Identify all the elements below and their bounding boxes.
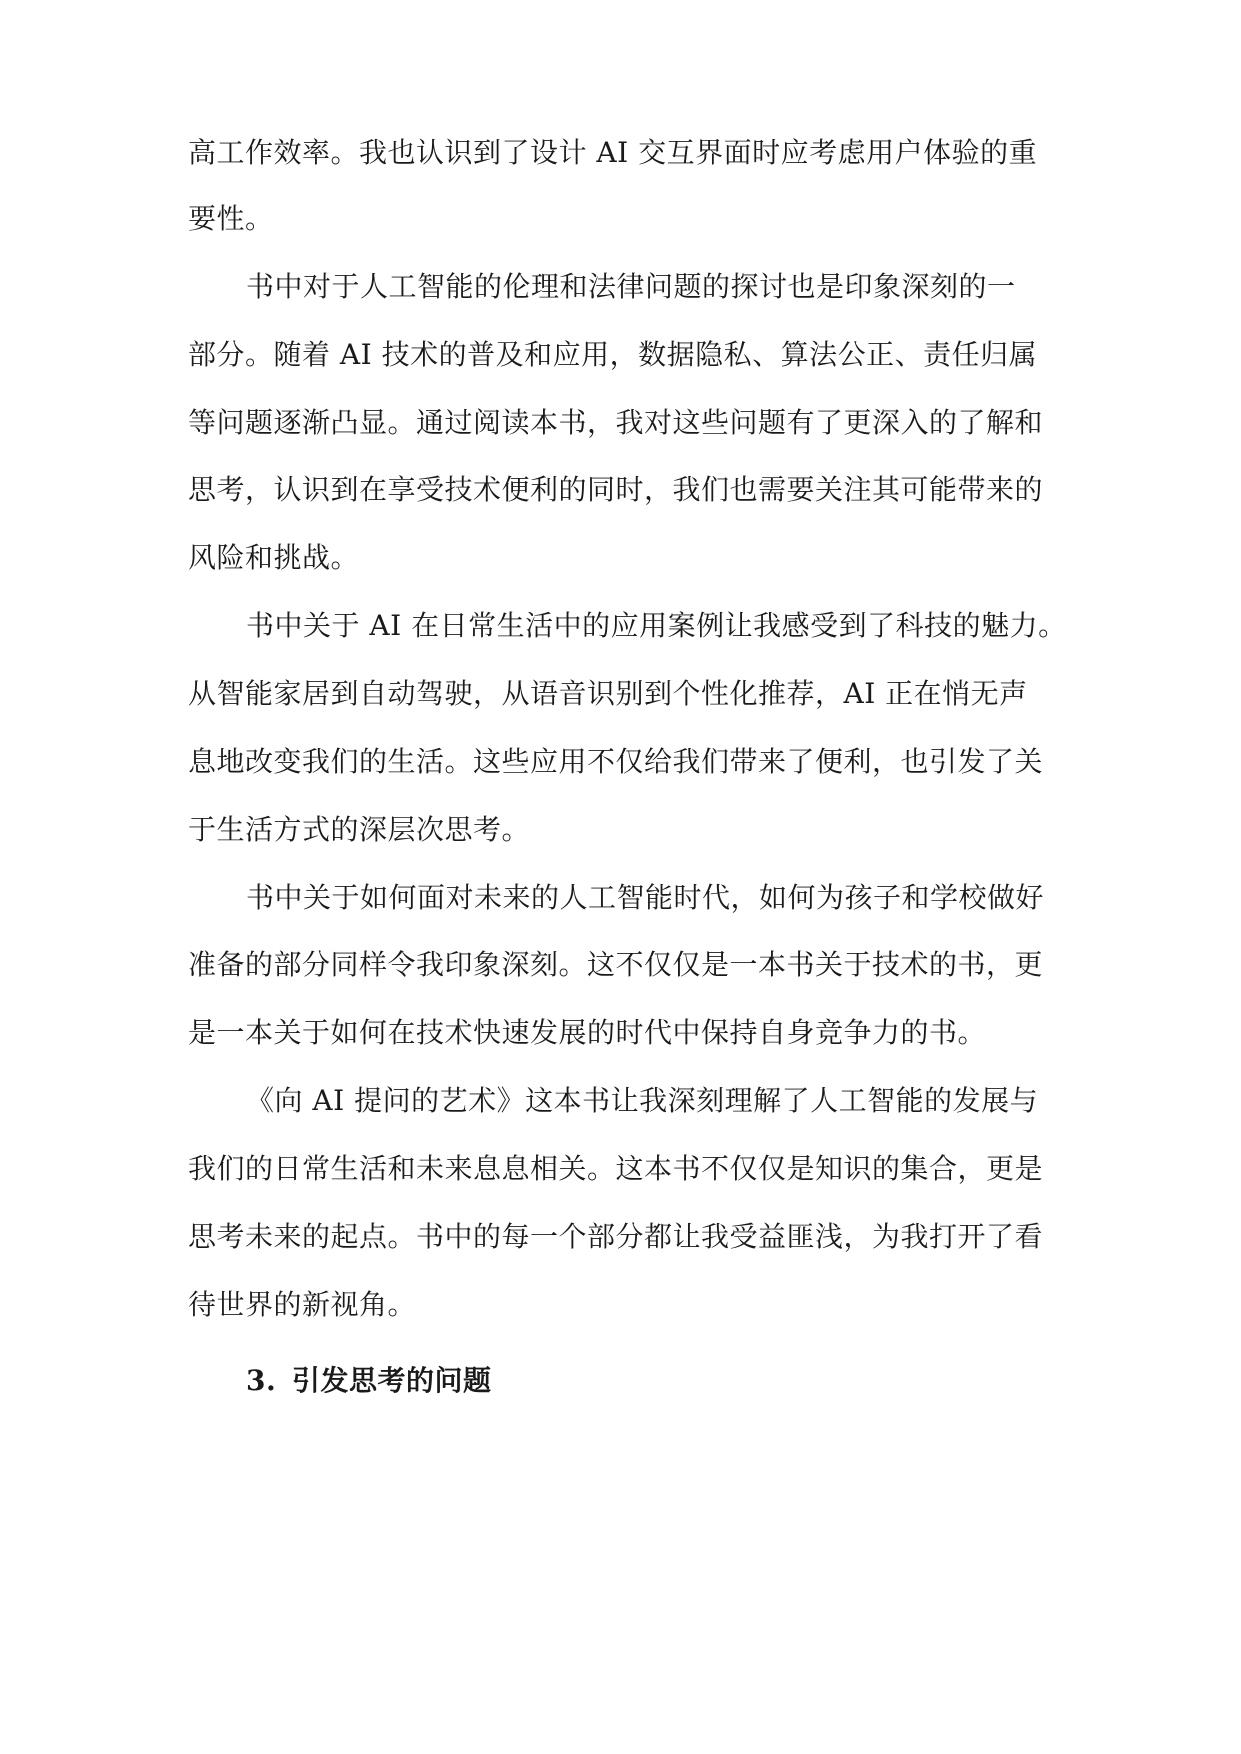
paragraph-line: 要性。 <box>188 202 274 235</box>
paragraph-line: 风险和挑战。 <box>188 541 360 574</box>
paragraph-line: 书中关于如何面对未来的人工智能时代，如何为孩子和学校做好 <box>246 881 1045 914</box>
paragraph-line: 我们的日常生活和未来息息相关。这本书不仅仅是知识的集合，更是 <box>188 1152 1044 1185</box>
paragraph-line: 思考，认识到在享受技术便利的同时，我们也需要关注其可能带来的 <box>188 473 1044 506</box>
section-title: 引发思考的问题 <box>292 1364 492 1397</box>
paragraph-line: 息地改变我们的生活。这些应用不仅给我们带来了便利，也引发了关 <box>188 745 1044 778</box>
paragraph-line: 待世界的新视角。 <box>188 1288 417 1321</box>
paragraph-line: 《向 AI 提问的艺术》这本书让我深刻理解了人工智能的发展与 <box>246 1084 1039 1117</box>
paragraph-line: 部分。随着 AI 技术的普及和应用，数据隐私、算法公正、责任归属 <box>188 338 1038 371</box>
paragraph-line: 书中对于人工智能的伦理和法律问题的探讨也是印象深刻的一 <box>246 270 1016 303</box>
paragraph-line: 高工作效率。我也认识到了设计 AI 交互界面时应考虑用户体验的重 <box>188 136 1038 169</box>
paragraph-line: 书中关于 AI 在日常生活中的应用案例让我感受到了科技的魅力。 <box>246 609 1067 642</box>
paragraph-line: 准备的部分同样令我印象深刻。这不仅仅是一本书关于技术的书，更 <box>188 948 1044 981</box>
paragraph-line: 等问题逐渐凸显。通过阅读本书，我对这些问题有了更深入的了解和 <box>188 406 1044 439</box>
paragraph-line: 于生活方式的深层次思考。 <box>188 813 531 846</box>
paragraph-line: 从智能家居到自动驾驶，从语音识别到个性化推荐，AI 正在悄无声 <box>188 677 1028 710</box>
paragraph-line: 是一本关于如何在技术快速发展的时代中保持自身竞争力的书。 <box>188 1016 987 1049</box>
paragraph-line: 思考未来的起点。书中的每一个部分都让我受益匪浅，为我打开了看 <box>188 1220 1044 1253</box>
section-heading <box>246 1361 492 1401</box>
section-number: 3. <box>246 1364 277 1397</box>
